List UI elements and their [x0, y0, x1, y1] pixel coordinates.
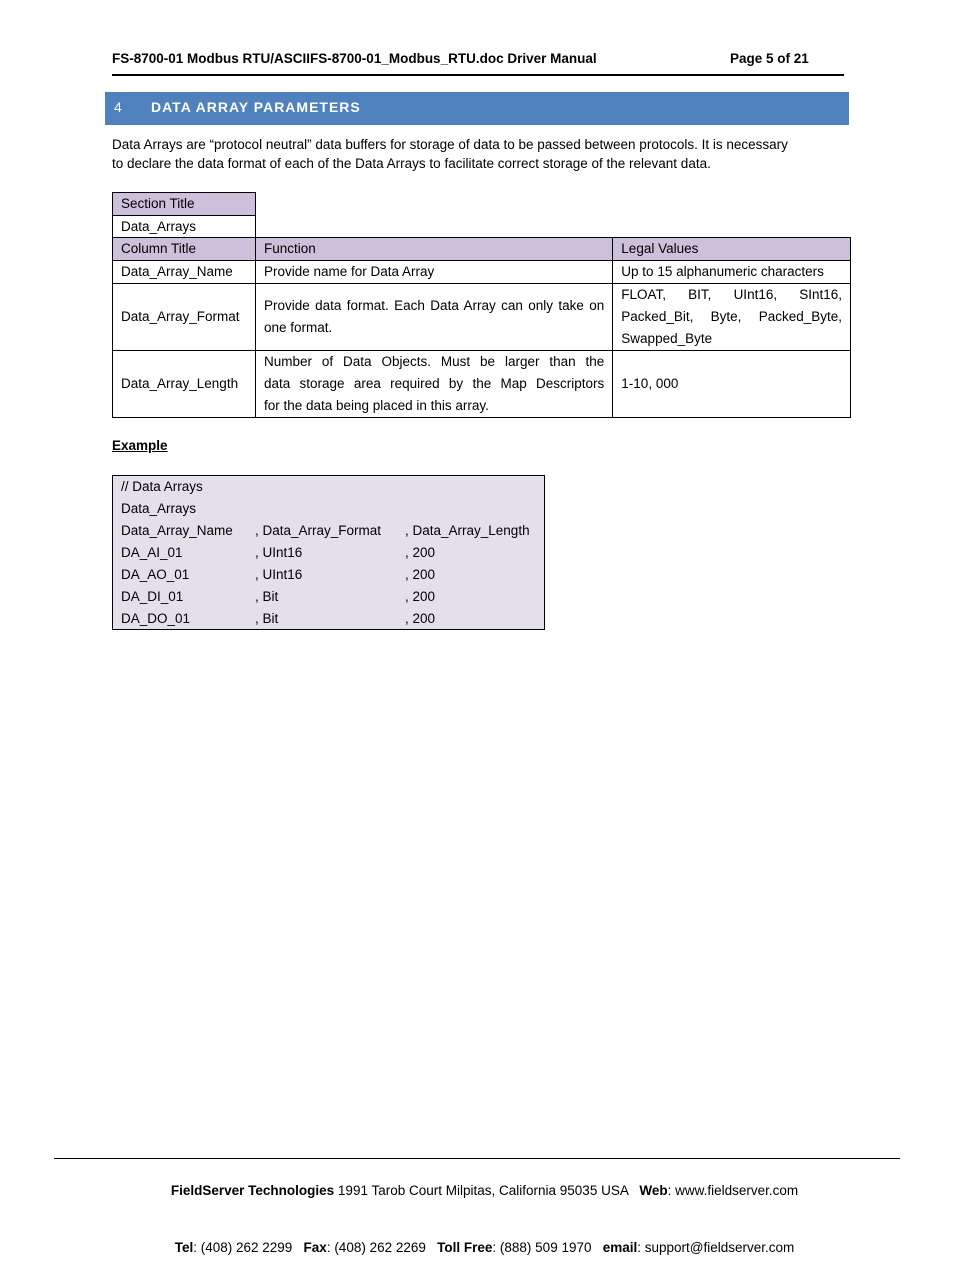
function-line: Number of Data Objects. Must be larger than the [263, 354, 605, 369]
code-col-3: , Data_Array_Length [405, 523, 530, 538]
code-col-1: DA_DO_01 [121, 611, 191, 626]
code-line [121, 564, 541, 586]
page-footer [0, 1162, 954, 1276]
cell-legal-values [613, 284, 851, 351]
column-table-header-row [113, 238, 851, 261]
code-line [121, 586, 541, 608]
footer-line-1 [0, 1162, 954, 1219]
intro-line-1: Data Arrays are “protocol neutral” data buffers for storage of data to be passed between protocols. It is necessary [112, 137, 788, 152]
code-col-3: , 200 [405, 567, 436, 582]
footer-email-label: email [602, 1240, 638, 1255]
cell-legal-values: Up to 15 alphanumeric characters [613, 261, 851, 284]
footer-line-2 [0, 1219, 954, 1276]
function-line: data storage area required by the Map Descriptors [263, 376, 605, 391]
table-row [113, 284, 851, 351]
code-line [121, 476, 541, 498]
code-col-2: , Bit [255, 589, 279, 604]
section-title-table [112, 192, 256, 239]
code-col-1: Data_Arrays [121, 501, 197, 516]
code-col-2: , Bit [255, 611, 279, 626]
code-col-3: , 200 [405, 545, 436, 560]
footer-tollfree: : (888) 509 1970 [492, 1240, 603, 1255]
page-number: Page 5 of 21 [730, 51, 809, 66]
example-label: Example [112, 438, 168, 453]
footer-divider [54, 1158, 900, 1159]
code-col-1: Data_Array_Name [121, 523, 233, 538]
code-col-1: DA_AO_01 [121, 567, 190, 582]
document-title: FS-8700-01 Modbus RTU/ASCIIFS-8700-01_Modbus_RTU.doc Driver Manual [112, 51, 597, 66]
section-title: DATA ARRAY PARAMETERS [151, 99, 361, 115]
footer-web-label: Web [639, 1183, 668, 1198]
code-col-1: // Data Arrays [121, 479, 203, 494]
cell-function [255, 351, 612, 418]
legal-line: FLOAT, BIT, UInt16, SInt16, [621, 287, 842, 302]
example-code-box [112, 475, 545, 630]
column-table [112, 237, 851, 418]
cell-column-title: Data_Array_Format [113, 284, 256, 351]
footer-tollfree-label: Toll Free [437, 1240, 493, 1255]
cell-legal-values: 1-10, 000 [613, 351, 851, 418]
footer-tel: : (408) 262 2299 [193, 1240, 304, 1255]
footer-tel-label: Tel [174, 1240, 194, 1255]
intro-paragraph [112, 135, 850, 173]
code-col-1: DA_DI_01 [121, 589, 184, 604]
footer-fax: : (408) 262 2269 [326, 1240, 438, 1255]
footer-fax-label: Fax [303, 1240, 327, 1255]
code-col-3: , 200 [405, 589, 436, 604]
code-line [121, 520, 541, 542]
cell-function: Provide data format. Each Data Array can only take on one format. [255, 284, 612, 351]
code-line [121, 608, 541, 630]
function-line: for the data being placed in this array. [263, 398, 489, 413]
cell-column-title: Data_Array_Name [113, 261, 256, 284]
code-line [121, 498, 541, 520]
table-row [113, 261, 851, 284]
table-row [113, 351, 851, 418]
footer-company: FieldServer Technologies [170, 1183, 335, 1198]
code-col-1: DA_AI_01 [121, 545, 183, 560]
column-header: Legal Values [613, 238, 851, 261]
legal-line: Packed_Bit, Byte, Packed_Byte, [621, 309, 842, 324]
section-number: 4 [114, 99, 122, 115]
cell-column-title: Data_Array_Length [113, 351, 256, 418]
section-title-value: Data_Arrays [113, 216, 256, 239]
footer-email-link[interactable]: : support@fieldserver.com [637, 1240, 795, 1255]
code-line [121, 542, 541, 564]
page-header [112, 50, 844, 76]
column-header: Column Title [113, 238, 256, 261]
code-col-2: , Data_Array_Format [255, 523, 382, 538]
section-heading [105, 92, 849, 125]
code-col-3: , 200 [405, 611, 436, 626]
footer-address: 1991 Tarob Court Milpitas, California 95035 USA [334, 1183, 640, 1198]
code-col-2: , UInt16 [255, 545, 303, 560]
section-title-header: Section Title [113, 193, 256, 216]
column-header: Function [255, 238, 612, 261]
cell-function: Provide name for Data Array [255, 261, 612, 284]
intro-line-2: to declare the data format of each of the Data Arrays to facilitate correct storage of the relevant data. [112, 156, 711, 171]
code-col-2: , UInt16 [255, 567, 303, 582]
legal-line: Swapped_Byte [621, 331, 713, 346]
footer-web-link[interactable]: : www.fieldserver.com [667, 1183, 799, 1198]
